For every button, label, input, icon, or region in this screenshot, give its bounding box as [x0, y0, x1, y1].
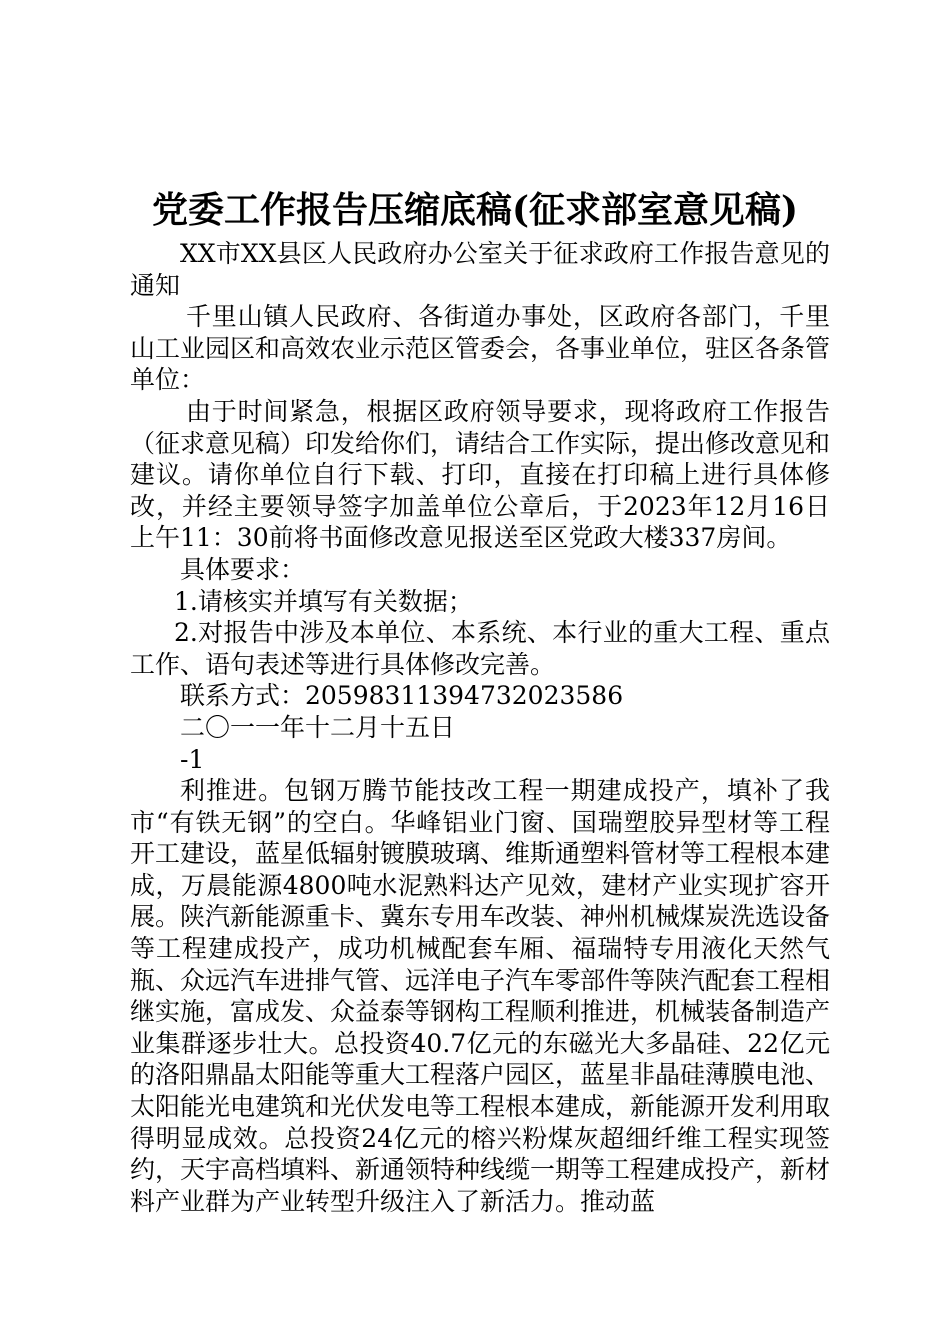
body-paragraph: 利推进。包钢万腾节能技改工程一期建成投产，填补了我市“有铁无钢”的空白。华峰铝业门窗、国瑞塑胶异型材等工程开工建设，蓝星低辐射镀膜玻璃、维斯通塑料管材等工程根本建成，万晨能源4800吨水泥熟料达产见效，建材产业实现扩容开展。陕汽新能源重卡、冀东专用车改装、神州机械煤炭洗选设备等工程建成投产，成功机械配套车厢、福瑞特专用液化天然气瓶、众远汽车进排气管、远洋电子汽车零部件等陕汽配套工程相继实施，富成发、众益泰等钢构工程顺利推进，机械装备制造产业集群逐步壮大。总投资40.7亿元的东磁光大多晶硅、22亿元的洛阳鼎晶太阳能等重大工程落户园区，蓝星非晶硅薄膜电池、太阳能光电建筑和光伏发电等工程根本建成，新能源开发利用取得明显成效。总投资24亿元的榕兴粉煤灰超细纤维工程实现签约，天宇高档填料、新通领特种线缆一期等工程建成投产，新材料产业群为产业转型升级注入了新活力。推动蓝 [130, 776, 831, 1216]
document-title: 党委工作报告压缩底稿(征求部室意见稿) [151, 189, 799, 231]
recipients-paragraph: 千里山镇人民政府、各街道办事处，区政府各部门，千里山工业园区和高效农业示范区管委会，各事业单位，驻区各条管单位： [130, 302, 831, 395]
requirements-heading: 具体要求： [180, 554, 306, 584]
document-body [130, 238, 830, 1217]
date-line: 二〇一一年十二月十五日 [180, 712, 456, 742]
notice-heading: XX市XX县区人民政府办公室关于征求政府工作报告意见的通知 [130, 239, 830, 300]
requirement-item-2: 2.对报告中涉及本单位、本系统、本行业的重大工程、重点工作、语句表述等进行具体修改完善。 [130, 618, 830, 679]
requirement-item-1: 1.请核实并填写有关数据； [174, 586, 473, 616]
contact-line: 联系方式：20598311394732023586 [180, 681, 624, 711]
main-paragraph: 由于时间紧急，根据区政府领导要求，现将政府工作报告（征求意见稿）印发给你们，请结合工作实际，提出修改意见和建议。请你单位自行下载、打印，直接在打印稿上进行具体修改，并经主要领导签字加盖单位公章后，于2023年12月16日上午11：30前将书面修改意见报送至区党政大楼337房间。 [130, 396, 831, 553]
page-marker: -1 [180, 744, 205, 774]
